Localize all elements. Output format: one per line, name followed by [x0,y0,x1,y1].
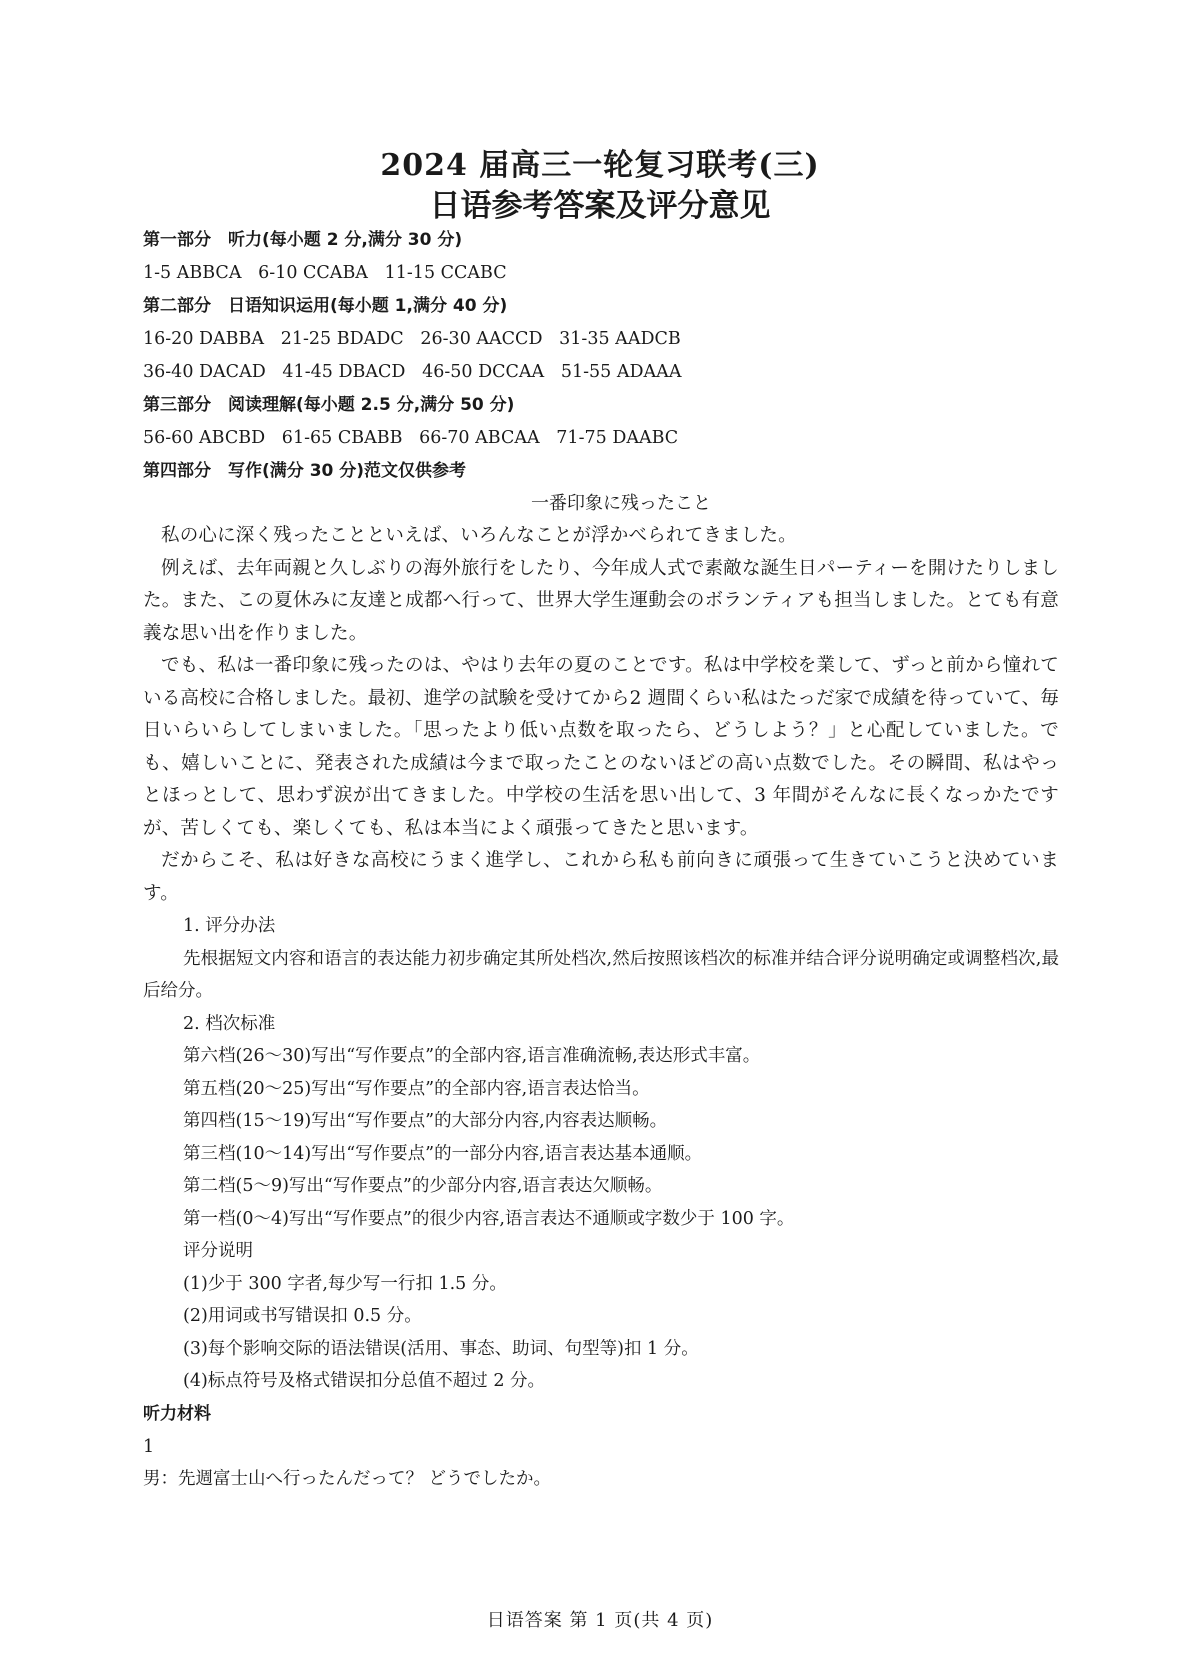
scoring-method-title: 1. 评分办法 [183,916,276,936]
part3-answers: 56-60 ABCBD 61-65 CBABB 66-70 ABCAA 71-75 DAABC [143,428,679,448]
part1-answers: 1-5 ABBCA 6-10 CCABA 11-15 CCABC [143,263,507,283]
essay-paragraph: だからこそ、私は好きな高校にうまく進学し、これから私も前向きに頑張って生きていこうと決めています。 [143,850,1059,904]
scoring-note: (1)少于 300 字者,每少写一行扣 1.5 分。 [183,1273,507,1294]
part2-heading: 第二部分 日语知识运用(每小题 1,满分 40 分) [143,296,508,316]
essay-paragraph: でも、私は一番印象に残ったのは、やはり去年の夏のことです。私は中学校を業して、ずっと前から憧れている高校に合格しました。最初、進学の試験を受けてから2 週間くらい私はたっだ家で成績を待っていて、毎日いらいらしてしまいました。「思ったより低い点数を取ったら、どうしよう？」と心配していました。でも、嬉しいことに、発表された成績は今まで取ったことのないほどの高い点数でした。その瞬間、私はやっとほっとして、思わず涙が出てきました。中学校の生活を思い出して、3 年間がそんなに長くなっかたですが、苦しくても、楽しくても、私は本当によく頑張ってきたと思います。 [143,655,1059,839]
answer-key-title: 日语参考答案及评分意见 [429,188,771,224]
exam-title: 2024 届高三一轮复习联考(三) [380,148,820,183]
grade-standard-title: 2. 档次标准 [183,1013,276,1034]
listening-material-heading: 听力材料 [143,1403,211,1424]
part4-heading: 第四部分 写作(满分 30 分)范文仅供参考 [143,461,467,481]
scoring-note: (4)标点符号及格式错误扣分总值不超过 2 分。 [183,1371,546,1391]
listening-dialogue-line: 男：先週富士山へ行ったんだって？ どうでしたか。 [143,1469,552,1489]
main-content [143,224,1059,1496]
scoring-note: (2)用词或书写错误扣 0.5 分。 [183,1306,422,1326]
part1-heading: 第一部分 听力(每小题 2 分,满分 30 分) [143,230,463,250]
part3-heading: 第三部分 阅读理解(每小题 2.5 分,满分 50 分) [143,395,515,415]
scoring-notes-title: 评分说明 [183,1241,253,1261]
scoring-method-text: 先根据短文内容和语言的表达能力初步确定其所处档次,然后按照该档次的标准并结合评分说明确定或调整档次,最后给分。 [143,948,1059,1001]
page-footer: 日语答案 第 1 页(共 4 页) [486,1610,714,1631]
listening-item-number: 1 [143,1436,155,1457]
part2-answers-row-1: 16-20 DABBA 21-25 BDADC 26-30 AACCD 31-35 AADCB [143,329,681,349]
essay-paragraph: 例えば、去年両親と久しぶりの海外旅行をしたり、今年成人式で素敵な誕生日パーティーを開けたりしました。また、この夏休みに友達と成都へ行って、世界大学生運動会のボランティアも担当しました。とても有意義な思い出を作りました。 [143,557,1059,644]
grade-item: 第四档(15～19)写出“写作要点”的大部分内容,内容表达顺畅。 [183,1111,668,1131]
grade-item: 第三档(10～14)写出“写作要点”的一部分内容,语言表达基本通顺。 [183,1143,703,1164]
grade-item: 第五档(20～25)写出“写作要点”的全部内容,语言表达恰当。 [183,1078,650,1099]
scoring-note: (3)每个影响交际的语法错误(活用、事态、助词、句型等)扣 1 分。 [183,1338,699,1359]
grade-item: 第六档(26～30)写出“写作要点”的全部内容,语言准确流畅,表达形式丰富。 [183,1046,761,1066]
essay-paragraph: 私の心に深く残ったことといえば、いろんなことが浮かべられてきました。 [161,525,797,546]
essay-title: 一番印象に残ったこと [531,493,711,514]
part2-answers-row-2: 36-40 DACAD 41-45 DBACD 46-50 DCCAA 51-55 ADAAA [143,362,682,382]
grade-item: 第二档(5～9)写出“写作要点”的少部分内容,语言表达欠顺畅。 [183,1176,663,1196]
grade-item: 第一档(0～4)写出“写作要点”的很少内容,语言表达不通顺或字数少于 100 字。 [183,1208,795,1229]
